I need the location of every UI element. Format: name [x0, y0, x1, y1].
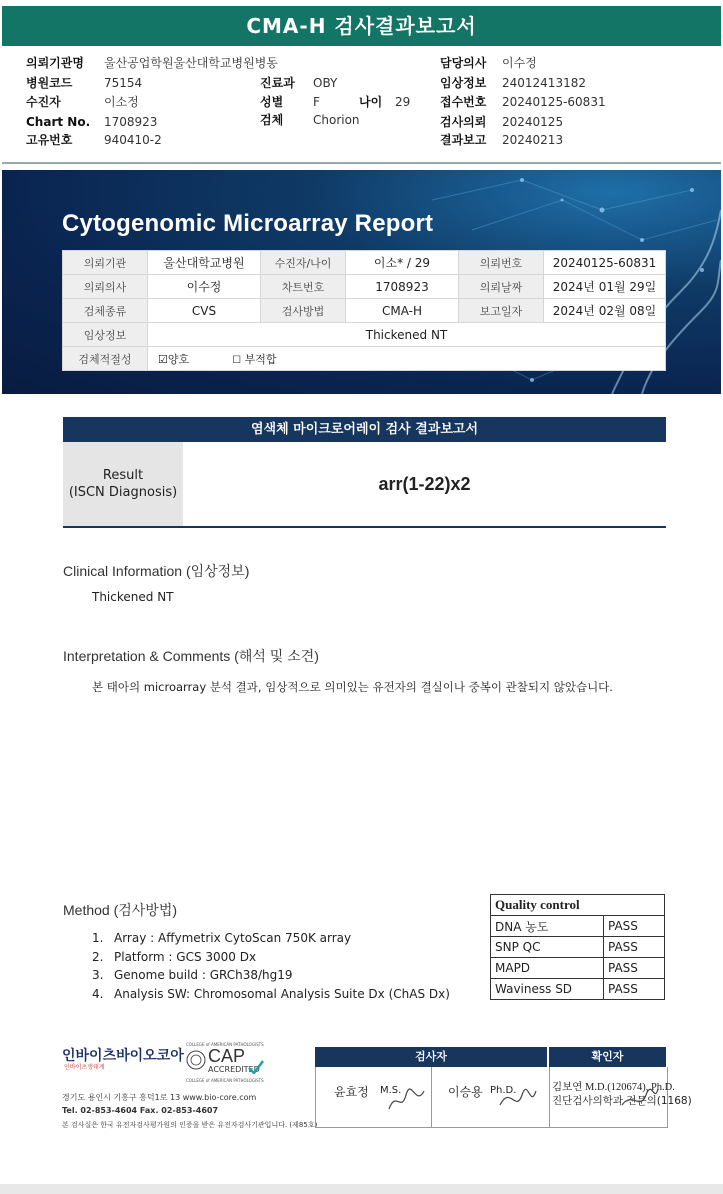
header-value: 이소정 [104, 95, 139, 109]
header-value: 울산공업학원울산대학교병원병동 [104, 56, 278, 70]
table-cell: 의뢰번호 [459, 251, 544, 275]
checkbox-label: 부적합 [244, 352, 277, 366]
list-number: 1. [92, 931, 104, 945]
address-line: 경기도 용인시 기흥구 흥덕1로 13 www.bio-core.com [62, 1093, 257, 1102]
banner-title: Cytogenomic Microarray Report [62, 210, 434, 237]
signature-table [315, 1047, 692, 1127]
table-row [63, 347, 666, 371]
header-value: 29 [395, 95, 411, 109]
list-number: 4. [92, 986, 104, 1001]
table-cell: 보고일자 [459, 299, 544, 323]
table-cell: 2024년 01월 29일 [544, 275, 666, 299]
table-row [63, 323, 666, 347]
list-text: Platform : GCS 3000 Dx [114, 949, 257, 964]
list-item [92, 948, 450, 967]
table-row [63, 251, 666, 275]
table-row [491, 916, 665, 937]
header-label: 결과보고 [440, 133, 487, 147]
list-item [92, 985, 450, 1004]
table-cell: 의뢰의사 [63, 275, 148, 299]
clinical-title: Clinical Information (임상정보) [63, 563, 250, 579]
patient-info-table [62, 250, 666, 371]
header-value: 20240125-60831 [502, 95, 606, 109]
result-label [63, 442, 183, 526]
cap-accredited-logo [186, 1042, 266, 1086]
table-cell: 1708923 [346, 275, 459, 299]
checkbox-checked: ☑ [158, 352, 168, 366]
cap-small-text: COLLEGE of AMERICAN PATHOLOGISTS [186, 1078, 264, 1083]
header-label: 병원코드 [26, 76, 73, 90]
table-cell: 수진자/나이 [261, 251, 346, 275]
interpretation-title: Interpretation & Comments (해석 및 소견) [63, 648, 319, 664]
table-cell: PASS [604, 979, 665, 1000]
header-value: 20240125 [502, 115, 564, 129]
header-value: 75154 [104, 76, 143, 90]
company-logo-sub: 인바이츠생태계 [64, 1064, 105, 1071]
table-cell: PASS [604, 916, 665, 937]
list-item [92, 966, 450, 985]
header-label: 접수번호 [440, 95, 487, 109]
confirmer-line: 진단검사의학과 전문의(1168) [552, 1095, 692, 1107]
report-banner [2, 170, 721, 394]
table-row [491, 937, 665, 958]
header-value: 1708923 [104, 115, 158, 129]
header-value: 940410-2 [104, 133, 162, 147]
checkbox-label: 양호 [167, 352, 190, 366]
table-cell: SNP QC [491, 937, 604, 958]
confirmer-cell [549, 1067, 692, 1128]
table-cell: 울산대학교병원 [148, 251, 261, 275]
table-cell: 검체종류 [63, 299, 148, 323]
table-row [491, 958, 665, 979]
inspector1-name: 윤효정 [334, 1085, 369, 1099]
table-cell: 의뢰기관 [63, 251, 148, 275]
header-label: 검체 [260, 113, 284, 127]
confirmer-header: 확인자 [549, 1047, 666, 1067]
cap-accredited-text: ACCREDITED [208, 1065, 260, 1074]
list-item [92, 929, 450, 948]
header-label: 담당의사 [440, 56, 487, 70]
header-label: 성별 [260, 95, 284, 109]
result-label-line: (ISCN Diagnosis) [68, 485, 178, 500]
header-info [0, 0, 723, 160]
signature-icon [620, 1085, 660, 1115]
signature-icon [386, 1085, 426, 1115]
header-label: 고유번호 [26, 133, 73, 147]
table-cell: 임상정보 [63, 323, 148, 347]
method-title: Method (검사방법) [63, 902, 178, 918]
company-logo: 인바이츠바이오코아 [62, 1048, 184, 1064]
report-title: CMA-H 검사결과보고서 [246, 14, 477, 38]
header-divider [2, 162, 721, 164]
list-number: 2. [92, 949, 104, 964]
clinical-text: Thickened NT [92, 590, 174, 604]
checkbox-unchecked: ☐ [232, 354, 242, 366]
table-row [63, 299, 666, 323]
method-list [92, 929, 450, 1003]
header-value: OBY [313, 76, 338, 90]
inspector1-cell [315, 1067, 432, 1128]
contact-line: Tel. 02-853-4604 Fax. 02-853-4607 [62, 1106, 219, 1115]
list-text: Genome build : GRCh38/hg19 [114, 968, 293, 982]
cap-text: CAP [208, 1046, 246, 1066]
header-label: 검사의뢰 [440, 115, 487, 129]
table-cell: DNA 농도 [491, 916, 604, 937]
company-address [62, 1091, 256, 1117]
cap-seal-icon [186, 1050, 206, 1070]
table-cell: PASS [604, 937, 665, 958]
header-label: 수진자 [26, 95, 61, 109]
list-text: Array : Affymetrix CytoScan 750K array [114, 931, 352, 945]
header-label: 나이 [359, 95, 383, 109]
bottom-strip [0, 1184, 723, 1194]
table-cell: PASS [604, 958, 665, 979]
table-cell: 검체적절성 [63, 347, 148, 371]
result-value: arr(1-22)x2 [378, 474, 471, 494]
table-cell: CMA-H [346, 299, 459, 323]
header-label: 임상정보 [440, 76, 487, 90]
table-header: Quality control [491, 895, 665, 916]
certification-note: 본 검사실은 한국 유전자검사평가원의 인증을 받은 유전자검사기관입니다. (제85호) [62, 1121, 318, 1129]
signature-icon [498, 1083, 538, 1113]
list-number: 3. [92, 968, 104, 982]
header-value: F [313, 95, 320, 109]
result-heading: 염색체 마이크로어레이 검사 결과보고서 [63, 417, 666, 442]
table-cell: Thickened NT [148, 323, 666, 347]
header-label: 의뢰기관명 [26, 56, 84, 70]
inspector1-degree: M.S. [380, 1085, 402, 1096]
checkmark-icon [248, 1060, 264, 1074]
table-cell: CVS [148, 299, 261, 323]
table-row [491, 979, 665, 1000]
table-cell: Waviness SD [491, 979, 604, 1000]
cap-small-text: COLLEGE of AMERICAN PATHOLOGISTS [186, 1042, 264, 1047]
inspector2-cell [431, 1067, 550, 1128]
list-text: Analysis SW: Chromosomal Analysis Suite Dx (ChAS Dx) [114, 986, 450, 1001]
header-label: Chart No. [26, 115, 91, 129]
header-value: Chorion [313, 113, 360, 127]
table-cell: 의뢰날짜 [459, 275, 544, 299]
inspector-header: 검사자 [315, 1047, 547, 1067]
result-label-line: Result [102, 468, 144, 483]
confirmer-line: 김보연 M.D.(120674), Ph.D. [552, 1082, 675, 1093]
table-row [491, 895, 665, 916]
table-cell: 이수정 [148, 275, 261, 299]
header-value: 이수정 [502, 56, 537, 70]
inspector2-degree: Ph.D. [490, 1085, 517, 1096]
specimen-adequacy [148, 347, 666, 371]
header-value: 24012413182 [502, 76, 586, 90]
table-cell: 이소* / 29 [346, 251, 459, 275]
table-cell: 검사방법 [261, 299, 346, 323]
header-value: 20240213 [502, 133, 564, 147]
inspector2-name: 이승용 [448, 1085, 483, 1099]
quality-control-table [490, 894, 665, 1000]
table-cell: 2024년 02월 08일 [544, 299, 666, 323]
result-box [63, 442, 666, 528]
table-cell: MAPD [491, 958, 604, 979]
table-cell: 차트번호 [261, 275, 346, 299]
table-row [63, 275, 666, 299]
header-label: 진료과 [260, 76, 295, 90]
interpretation-text: 본 태아의 microarray 분석 결과, 임상적으로 의미있는 유전자의 결실이나 중복이 관찰되지 않았습니다. [92, 680, 613, 694]
table-cell: 20240125-60831 [544, 251, 666, 275]
